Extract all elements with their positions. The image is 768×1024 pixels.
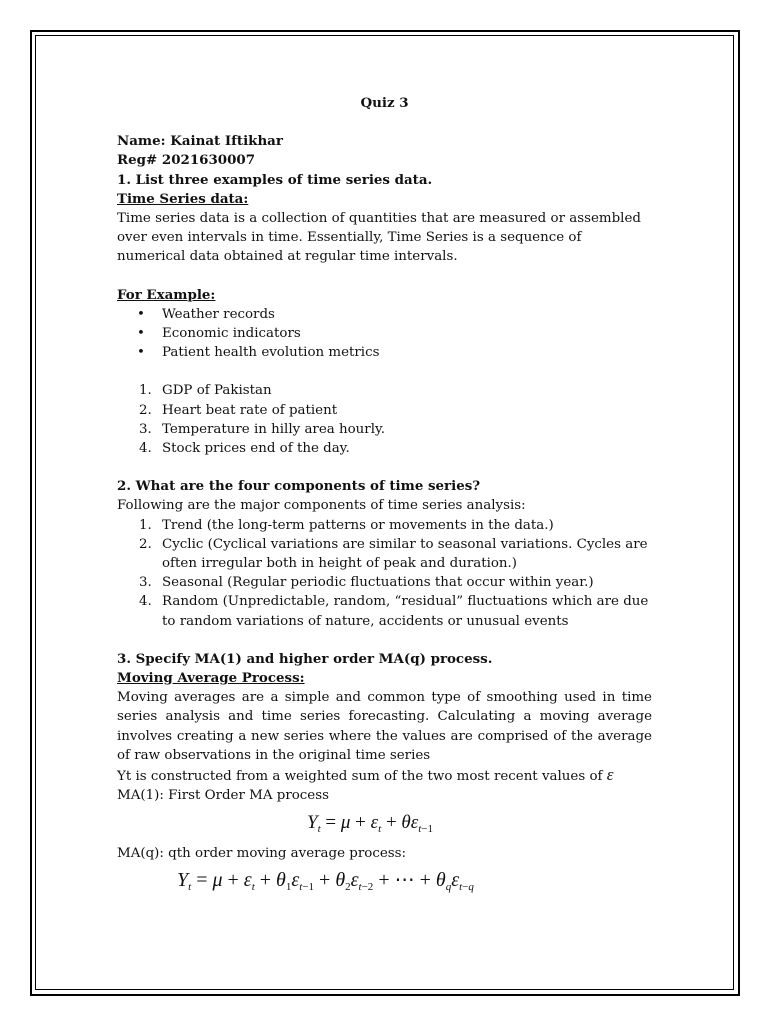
question-1: 1. List three examples of time series data.: [117, 171, 433, 188]
list-item: • Patient health evolution metrics: [117, 343, 652, 362]
list-item: • Economic indicators: [117, 324, 652, 343]
maq-label: MA(q): qth order moving average process:: [117, 845, 407, 861]
document-body: [117, 94, 652, 897]
document-title: Quiz 3: [360, 95, 409, 111]
list-item: 4. Random (Unpredictable, random, “residual” fluctuations which are due to random variations of nature, accidents or unusual events: [139, 594, 649, 629]
list-item: 1. Trend (the long-term patterns or movements in the data.): [139, 517, 554, 533]
question-3: 3. Specify MA(1) and higher order MA(q) process.: [117, 650, 493, 667]
example-numbered-list: [117, 381, 652, 458]
q1-heading: Time Series data:: [117, 190, 249, 207]
list-item: 1. GDP of Pakistan: [139, 383, 272, 399]
bullet-icon: •: [137, 326, 145, 342]
bullet-icon: •: [137, 345, 145, 361]
bullet-icon: •: [137, 306, 145, 322]
list-item: 3. Seasonal (Regular periodic fluctuations that occur within year.): [139, 575, 594, 591]
maq-equation: $Y_t = \mu + \varepsilon_t + \theta_1\varepsilon_{t-1} + \theta_2\varepsilon_{t-2}$ + ⋯ + $\theta_q\varepsilon_{t-q}$: [177, 868, 474, 893]
q3-paragraph: Moving averages are a simple and common type of smoothing used in time series analysis and time series forecasting. Calculating a moving average involves creating a new series where the values are comprised of the average of raw observations in the original time series: [117, 690, 652, 763]
list-item: 4. Stock prices end of the day.: [139, 441, 350, 457]
ma1-label: MA(1): First Order MA process: [117, 788, 329, 804]
q2-intro: Following are the major components of time series analysis:: [117, 498, 526, 514]
example-bullet-list: [117, 305, 652, 363]
yt-line: Yt is constructed from a weighted sum of the two most recent values of ε: [117, 765, 614, 785]
components-list: [117, 516, 652, 631]
epsilon-symbol: ε: [606, 765, 614, 785]
question-2: 2. What are the four components of time series?: [117, 478, 481, 495]
student-name: Name: Kainat Iftikhar: [117, 133, 283, 150]
registration-number: Reg# 2021630007: [117, 152, 256, 169]
list-item: 3. Temperature in hilly area hourly.: [139, 421, 386, 437]
list-item: 2. Cyclic (Cyclical variations are similar to seasonal variations. Cycles are often irregular both in height of peak and duration.): [139, 536, 648, 572]
list-item: 2. Heart beat rate of patient: [139, 402, 338, 418]
list-item: • Weather records: [117, 305, 652, 324]
ma1-equation: $Y_t = \mu + \varepsilon_t + \theta\varepsilon_{t-1}$: [307, 811, 434, 835]
q3-heading: Moving Average Process:: [117, 670, 305, 687]
q1-paragraph: Time series data is a collection of quantities that are measured or assembled over even intervals in time. Essentially, Time Series is a sequence of numerical data obtained at regular time intervals.: [117, 211, 641, 265]
example-heading: For Example:: [117, 286, 216, 303]
